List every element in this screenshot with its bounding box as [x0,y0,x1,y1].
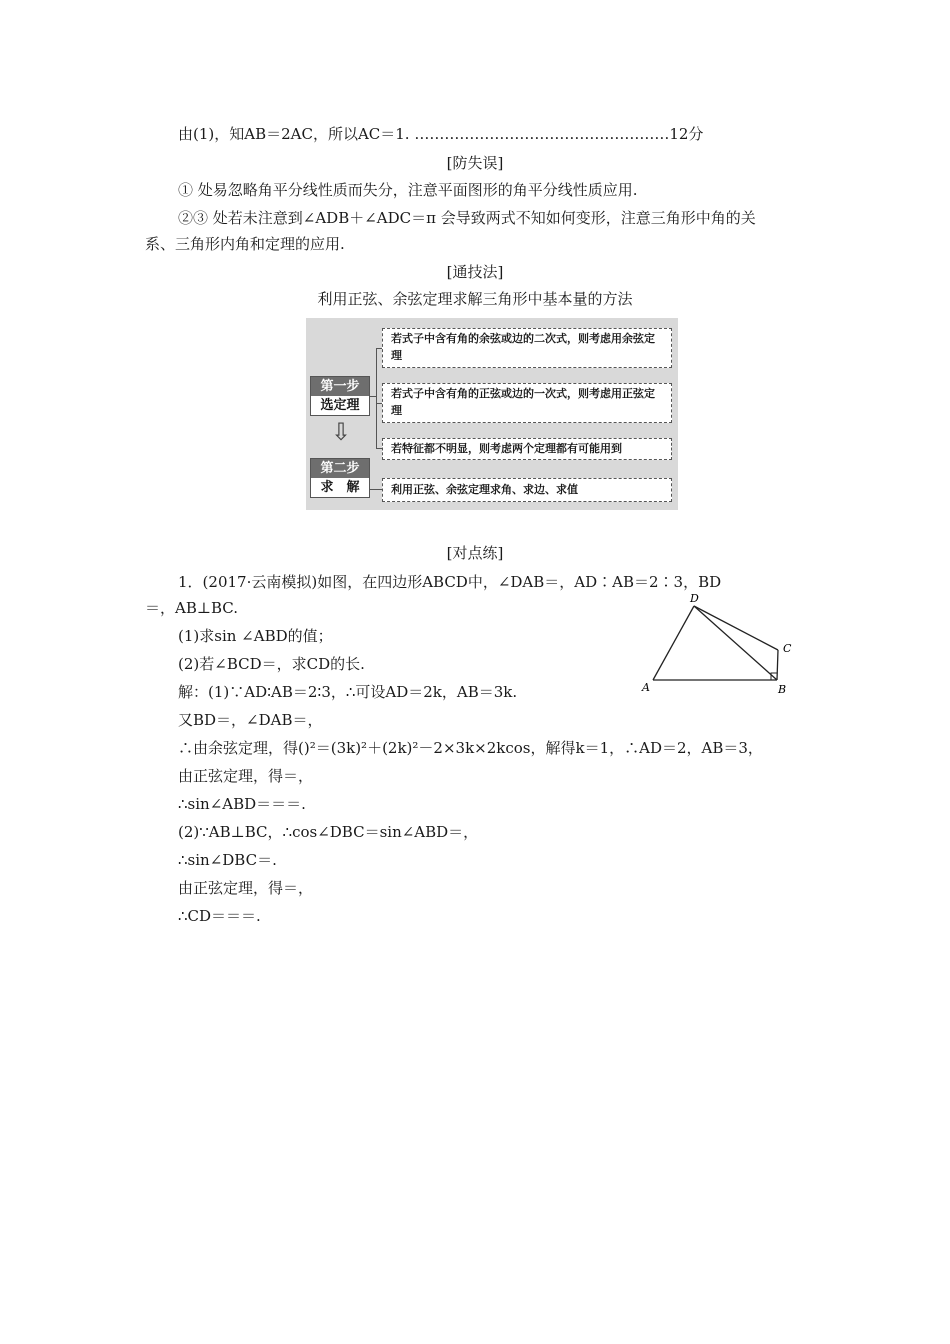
practice-heading: [对点练] [446,544,504,562]
option-both-box: 若特征都不明显，则考虑两个定理都有可能用到 [382,438,672,460]
down-arrow-icon: ⇩ [330,418,352,446]
solution-line-3: ∴由余弦定理，得()²＝(3k)²＋(2k)²－2×3k×2kcos，解得k＝1，∴AD＝2，AB＝3， [178,739,763,757]
step2-label: 第二步 [311,459,369,478]
solution-line-6: (2)∵AB⊥BC，∴cos∠DBC＝sin∠ABD＝， [178,823,479,841]
edge-ad [653,606,694,680]
fangshiwu-heading: [防失误] [446,154,504,172]
fangshiwu-point-1: ① 处易忽略角平分线性质而失分，注意平面图形的角平分线性质应用. [178,181,638,199]
connector [376,348,377,448]
label-d: D [690,592,699,605]
solution-line-8: 由正弦定理，得＝， [178,879,314,897]
conclusion-line: 由(1)，知AB＝2AC，所以AC＝1. ……………………………………………12分 [178,125,704,143]
solution-line-2: 又BD＝，∠DAB＝， [178,711,323,729]
label-a: A [642,681,650,694]
step1-label: 第一步 [311,377,369,396]
solution-line-1: 解：(1)∵AD∶AB＝2∶3，∴可设AD＝2k，AB＝3k. [178,683,518,701]
solution-line-9: ∴CD＝＝＝. [178,907,261,925]
edge-cb [777,650,778,680]
step2-text: 求 解 [311,478,369,497]
label-c: C [783,642,792,655]
tongjifa-title: 利用正弦、余弦定理求解三角形中基本量的方法 [317,290,633,308]
solution-line-7: ∴sin∠DBC＝. [178,851,277,869]
method-flowchart [306,318,678,510]
tongjifa-heading: [通技法] [446,263,504,281]
quadrilateral-figure [640,590,800,700]
fangshiwu-point-2b: 系、三角形内角和定理的应用. [145,235,345,253]
solve-box: 利用正弦、余弦定理求角、求边、求值 [382,478,672,502]
question-1-part-2: (2)若∠BCD＝，求CD的长. [178,655,365,673]
step1-block [310,376,370,416]
question-1-line-a: 1．(2017·云南模拟)如图，在四边形ABCD中，∠DAB＝，AD∶AB＝2∶3，BD [178,573,722,591]
step2-block [310,458,370,498]
connector [370,489,382,490]
solution-line-5: ∴sin∠ABD＝＝＝. [178,795,306,813]
option-sine-box: 若式子中含有角的正弦或边的一次式，则考虑用正弦定理 [382,383,672,423]
solution-line-4: 由正弦定理，得＝， [178,767,314,785]
option-cosine-box: 若式子中含有角的余弦或边的二次式，则考虑用余弦定理 [382,328,672,368]
question-1-line-b: ＝，AB⊥BC. [145,599,238,617]
label-b: B [778,683,787,696]
step1-text: 选定理 [311,396,369,415]
question-1-part-1: (1)求sin ∠ABD的值； [178,627,333,645]
fangshiwu-point-2a: ②③ 处若未注意到∠ADB＋∠ADC＝π 会导致两式不知如何变形，注意三角形中角的关 [178,209,756,227]
